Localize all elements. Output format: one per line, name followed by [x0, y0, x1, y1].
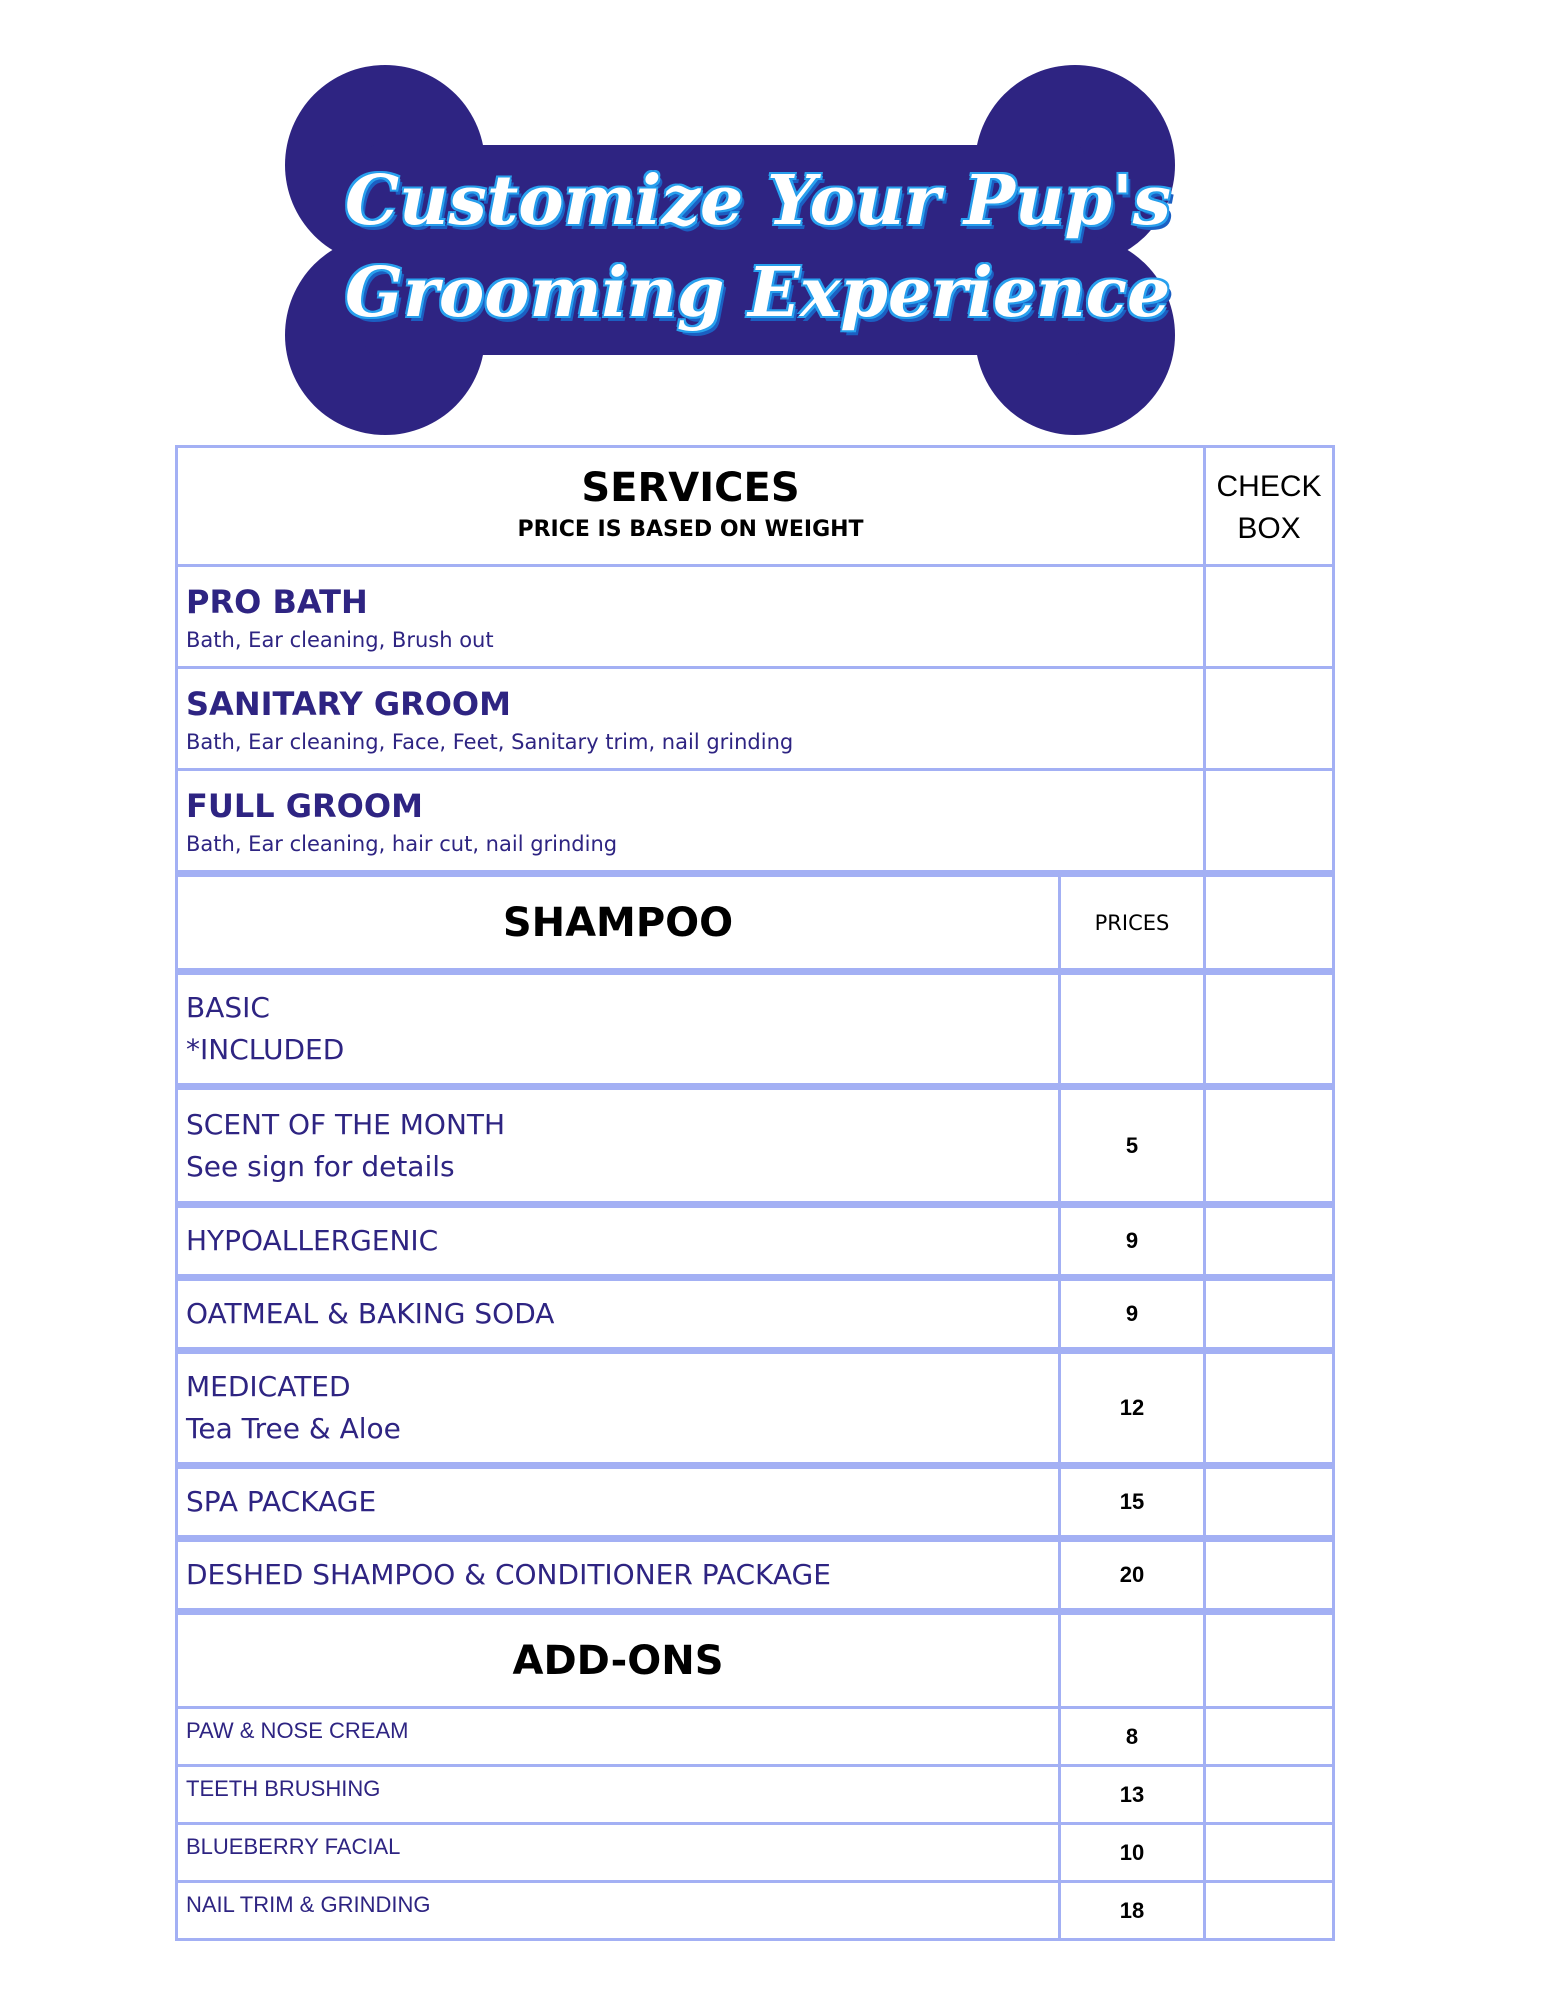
bone-header-graphic — [285, 60, 1175, 440]
service-row-sanitary-groom — [175, 669, 1335, 771]
prices-header: PRICES — [1094, 910, 1170, 935]
check-header-line-1: CHECK — [1216, 470, 1322, 503]
addon-checkbox-nail-trim-grinding[interactable] — [1206, 1883, 1332, 1938]
shampoo-row-scent-of-the-month — [175, 1086, 1335, 1204]
page-title — [345, 155, 1172, 339]
shampoo-price: 5 — [1061, 1090, 1206, 1201]
addon-checkbox-paw-nose-cream[interactable] — [1206, 1709, 1332, 1764]
shampoo-note: *INCLUDED — [186, 1033, 345, 1066]
addons-header-row — [175, 1611, 1335, 1709]
shampoo-checkbox-deshed[interactable] — [1206, 1542, 1332, 1608]
shampoo-row-medicated — [175, 1350, 1335, 1465]
shampoo-checkbox-scent-of-the-month[interactable] — [1206, 1090, 1332, 1201]
shampoo-price: 9 — [1061, 1281, 1206, 1347]
shampoo-title: SHAMPOO — [502, 899, 734, 946]
addon-cell — [178, 1709, 1061, 1764]
service-description: Bath, Ear cleaning, Brush out — [186, 628, 494, 652]
shampoo-cell — [178, 1354, 1061, 1462]
shampoo-name: MEDICATED — [186, 1370, 351, 1403]
service-checkbox-sanitary-groom[interactable] — [1206, 669, 1332, 768]
shampoo-price: 12 — [1061, 1354, 1206, 1462]
service-cell — [178, 771, 1206, 870]
addon-name: NAIL TRIM & GRINDING — [186, 1892, 431, 1917]
shampoo-cell — [178, 975, 1061, 1083]
service-cell — [178, 567, 1206, 666]
addon-checkbox-blueberry-facial[interactable] — [1206, 1825, 1332, 1880]
shampoo-name: SPA PACKAGE — [186, 1485, 377, 1518]
shampoo-name: HYPOALLERGENIC — [186, 1224, 439, 1257]
addons-title: ADD-ONS — [512, 1637, 724, 1684]
shampoo-row-spa-package — [175, 1465, 1335, 1538]
shampoo-price: 9 — [1061, 1208, 1206, 1274]
shampoo-header-cell — [178, 877, 1061, 968]
addons-header-price-cell — [1061, 1615, 1206, 1706]
services-header-row — [175, 445, 1335, 567]
addon-cell — [178, 1883, 1061, 1938]
shampoo-header-check-cell — [1206, 877, 1332, 968]
service-cell — [178, 669, 1206, 768]
shampoo-row-hypoallergenic — [175, 1204, 1335, 1277]
service-name: PRO BATH — [186, 583, 368, 621]
shampoo-header-row — [175, 873, 1335, 971]
services-subtitle: PRICE IS BASED ON WEIGHT — [517, 517, 864, 542]
shampoo-cell — [178, 1542, 1061, 1608]
addon-name: PAW & NOSE CREAM — [186, 1718, 409, 1743]
page-title-line-2: Grooming Experience — [345, 253, 1171, 333]
shampoo-cell — [178, 1469, 1061, 1535]
shampoo-name: BASIC — [186, 991, 270, 1024]
service-description: Bath, Ear cleaning, hair cut, nail grinding — [186, 832, 618, 856]
addon-row-teeth-brushing — [175, 1767, 1335, 1825]
services-title: SERVICES — [581, 465, 800, 511]
shampoo-checkbox-basic[interactable] — [1206, 975, 1332, 1083]
addon-name: BLUEBERRY FACIAL — [186, 1834, 401, 1859]
shampoo-checkbox-spa-package[interactable] — [1206, 1469, 1332, 1535]
addon-row-nail-trim-grinding — [175, 1883, 1335, 1941]
addon-checkbox-teeth-brushing[interactable] — [1206, 1767, 1332, 1822]
shampoo-name: SCENT OF THE MONTH — [186, 1107, 506, 1141]
addon-cell — [178, 1767, 1061, 1822]
check-box-header — [1206, 448, 1332, 564]
addon-price: 13 — [1061, 1767, 1206, 1822]
shampoo-row-deshed — [175, 1538, 1335, 1611]
page-title-line-1: Customize Your Pup's — [345, 161, 1172, 241]
service-name: SANITARY GROOM — [186, 685, 511, 723]
shampoo-cell — [178, 1281, 1061, 1347]
shampoo-checkbox-hypoallergenic[interactable] — [1206, 1208, 1332, 1274]
shampoo-note: See sign for details — [186, 1149, 455, 1183]
service-description: Bath, Ear cleaning, Face, Feet, Sanitary trim, nail grinding — [186, 730, 794, 754]
shampoo-row-basic — [175, 971, 1335, 1086]
shampoo-cell — [178, 1208, 1061, 1274]
addon-price: 10 — [1061, 1825, 1206, 1880]
service-name: FULL GROOM — [186, 787, 423, 825]
addons-header-cell — [178, 1615, 1061, 1706]
addon-row-blueberry-facial — [175, 1825, 1335, 1883]
shampoo-row-oatmeal — [175, 1277, 1335, 1350]
shampoo-name: DESHED SHAMPOO & CONDITIONER PACKAGE — [186, 1558, 831, 1591]
prices-header-cell — [1061, 877, 1206, 968]
services-header-cell — [178, 448, 1206, 564]
shampoo-checkbox-oatmeal[interactable] — [1206, 1281, 1332, 1347]
service-checkbox-pro-bath[interactable] — [1206, 567, 1332, 666]
service-row-pro-bath — [175, 567, 1335, 669]
addons-header-check-cell — [1206, 1615, 1332, 1706]
service-checkbox-full-groom[interactable] — [1206, 771, 1332, 870]
addon-row-paw-nose-cream — [175, 1709, 1335, 1767]
shampoo-note: Tea Tree & Aloe — [186, 1412, 401, 1445]
shampoo-price: 20 — [1061, 1542, 1206, 1608]
addon-price: 8 — [1061, 1709, 1206, 1764]
shampoo-name: OATMEAL & BAKING SODA — [186, 1297, 555, 1330]
addon-price: 18 — [1061, 1883, 1206, 1938]
shampoo-price — [1061, 975, 1206, 1083]
addon-cell — [178, 1825, 1061, 1880]
shampoo-cell — [178, 1090, 1061, 1201]
grooming-price-table — [175, 445, 1335, 1941]
service-row-full-groom — [175, 771, 1335, 873]
check-header-line-2: BOX — [1237, 512, 1301, 545]
shampoo-checkbox-medicated[interactable] — [1206, 1354, 1332, 1462]
addon-name: TEETH BRUSHING — [186, 1776, 381, 1801]
shampoo-price: 15 — [1061, 1469, 1206, 1535]
